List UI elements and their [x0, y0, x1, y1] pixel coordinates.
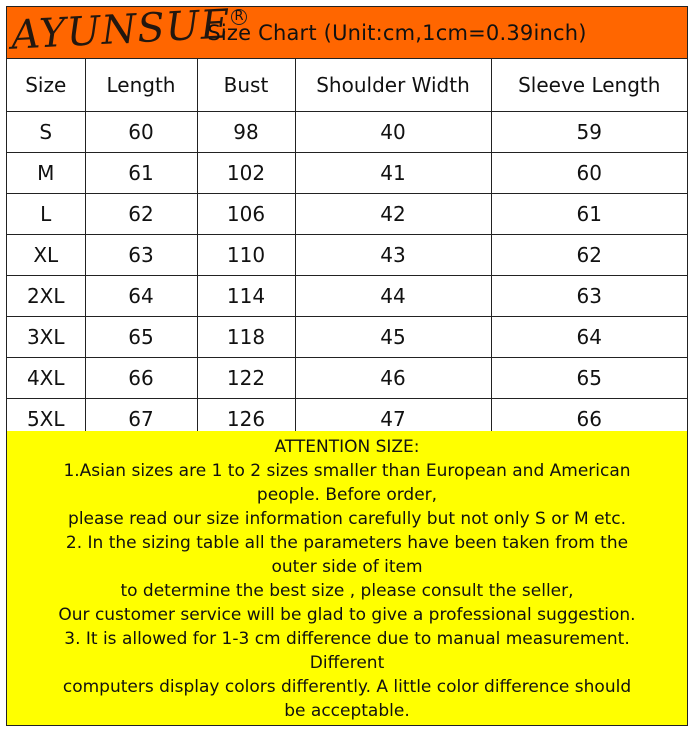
cell-sleeve-length: 65	[491, 358, 687, 399]
notice-line: 3. It is allowed for 1-3 cm difference due to manual measurement.	[64, 629, 630, 649]
cell-size: 2XL	[7, 276, 85, 317]
cell-bust: 122	[197, 358, 295, 399]
cell-size: S	[7, 112, 85, 153]
cell-shoulder-width: 43	[295, 235, 491, 276]
cell-length: 65	[85, 317, 197, 358]
cell-size: 3XL	[7, 317, 85, 358]
size-chart-header	[7, 1, 687, 59]
cell-sleeve-length: 63	[491, 276, 687, 317]
table-row	[7, 235, 687, 276]
notice-heading: ATTENTION SIZE:	[274, 437, 420, 457]
cell-sleeve-length: 61	[491, 194, 687, 235]
notice-line: 1.Asian sizes are 1 to 2 sizes smaller than European and American	[63, 461, 631, 481]
notice-line: Different	[309, 653, 385, 673]
cell-shoulder-width: 47	[295, 399, 491, 440]
notice-line: Our customer service will be glad to give a professional suggestion.	[58, 605, 636, 625]
table-row	[7, 194, 687, 235]
table-row	[7, 358, 687, 399]
column-header-length: Length	[85, 59, 197, 112]
cell-bust: 118	[197, 317, 295, 358]
registered-mark-icon: R	[231, 9, 247, 25]
column-header-sleeve-length: Sleeve Length	[491, 59, 687, 112]
cell-length: 63	[85, 235, 197, 276]
cell-bust: 126	[197, 399, 295, 440]
notice-line: be acceptable.	[284, 701, 410, 721]
column-header-size: Size	[7, 59, 85, 112]
cell-length: 66	[85, 358, 197, 399]
cell-size: 4XL	[7, 358, 85, 399]
cell-sleeve-length: 60	[491, 153, 687, 194]
table-row	[7, 153, 687, 194]
cell-size: XL	[7, 235, 85, 276]
cell-size: M	[7, 153, 85, 194]
cell-shoulder-width: 41	[295, 153, 491, 194]
cell-sleeve-length: 66	[491, 399, 687, 440]
cell-length: 62	[85, 194, 197, 235]
cell-shoulder-width: 42	[295, 194, 491, 235]
column-header-shoulder-width: Shoulder Width	[295, 59, 491, 112]
cell-sleeve-length: 62	[491, 235, 687, 276]
cell-shoulder-width: 40	[295, 112, 491, 153]
notice-line: to determine the best size , please consult the seller,	[120, 581, 574, 601]
cell-size: L	[7, 194, 85, 235]
notice-line: computers display colors differently. A little color difference should	[62, 677, 632, 697]
cell-shoulder-width: 45	[295, 317, 491, 358]
notice-line: 2. In the sizing table all the parameters have been taken from the	[65, 533, 629, 553]
table-row	[7, 276, 687, 317]
cell-length: 61	[85, 153, 197, 194]
cell-shoulder-width: 46	[295, 358, 491, 399]
cell-bust: 102	[197, 153, 295, 194]
size-chart-card	[6, 1, 688, 726]
cell-bust: 114	[197, 276, 295, 317]
notice-line: people. Before order,	[256, 485, 438, 505]
cell-sleeve-length: 64	[491, 317, 687, 358]
attention-notice	[7, 431, 687, 725]
notice-line: please read our size information carefully but not only S or M etc.	[68, 509, 626, 529]
column-header-bust: Bust	[197, 59, 295, 112]
cell-bust: 98	[197, 112, 295, 153]
table-row	[7, 317, 687, 358]
cell-length: 64	[85, 276, 197, 317]
size-table	[7, 59, 687, 440]
brand-logo: AYUNSUE	[9, 1, 232, 59]
cell-length: 60	[85, 112, 197, 153]
cell-length: 67	[85, 399, 197, 440]
cell-bust: 110	[197, 235, 295, 276]
table-header-row	[7, 59, 687, 112]
cell-sleeve-length: 59	[491, 112, 687, 153]
cell-bust: 106	[197, 194, 295, 235]
chart-title: Size Chart (Unit:cm,1cm=0.39inch)	[207, 20, 587, 45]
notice-line: outer side of item	[271, 557, 423, 577]
cell-size: 5XL	[7, 399, 85, 440]
cell-shoulder-width: 44	[295, 276, 491, 317]
table-row	[7, 112, 687, 153]
